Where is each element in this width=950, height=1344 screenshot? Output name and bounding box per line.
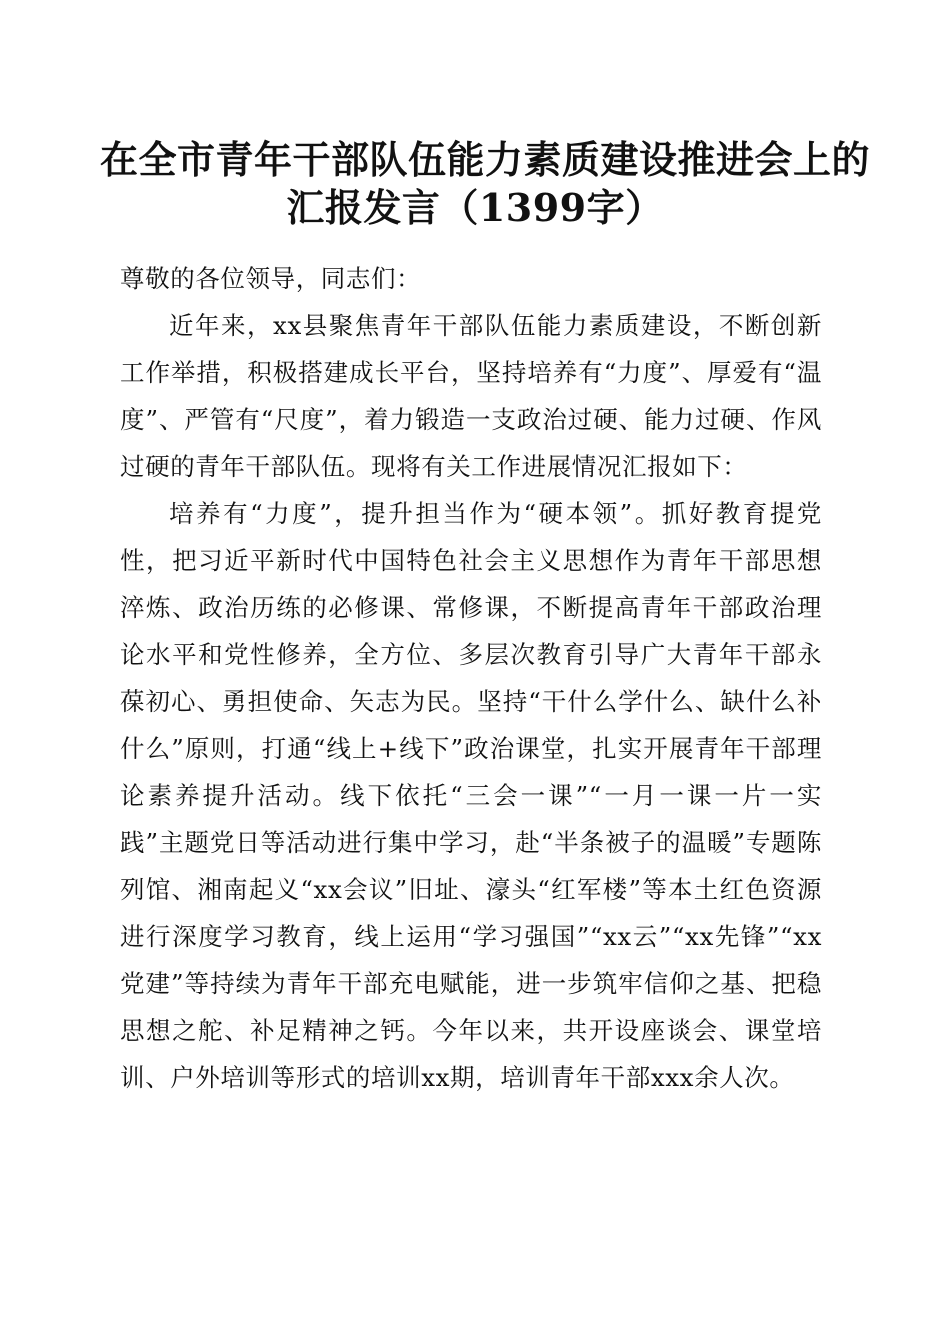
document-body	[120, 255, 822, 1101]
salutation: 尊敬的各位领导，同志们：	[120, 264, 422, 293]
title-line-2: 汇报发言（1399字）	[286, 185, 664, 230]
paragraph-intro: 近年来，xx县聚焦青年干部队伍能力素质建设，不断创新工作举措，积极搭建成长平台，坚持培养有“力度”、厚爱有“温度”、严管有“尺度”，着力锻造一支政治过硬、能力过硬、作风过硬的青年干部队伍。现将有关工作进展情况汇报如下：	[120, 311, 822, 481]
title-line-1: 在全市青年干部队伍能力素质建设推进会上的	[100, 137, 871, 182]
paragraph-training: 培养有“力度”，提升担当作为“硬本领”。抓好教育提党性，把习近平新时代中国特色社会主义思想作为青年干部思想淬炼、政治历练的必修课、常修课，不断提高青年干部政治理论水平和党性修养，全方位、多层次教育引导广大青年干部永葆初心、勇担使命、矢志为民。坚持“干什么学什么、缺什么补什么”原则，打通“线上+线下”政治课堂，扎实开展青年干部理论素养提升活动。线下依托“三会一课”“一月一课一片一实践”主题党日等活动进行集中学习，赴“半条被子的温暖”专题陈列馆、湘南起义“xx会议”旧址、濠头“红军楼”等本土红色资源进行深度学习教育，线上运用“学习强国”“xx云”“xx先锋”“xx党建”等持续为青年干部充电赋能，进一步筑牢信仰之基、把稳思想之舵、补足精神之钙。今年以来，共开设座谈会、课堂培训、户外培训等形式的培训xx期，培训青年干部xxx余人次。	[120, 499, 822, 1092]
document-title	[100, 136, 871, 232]
